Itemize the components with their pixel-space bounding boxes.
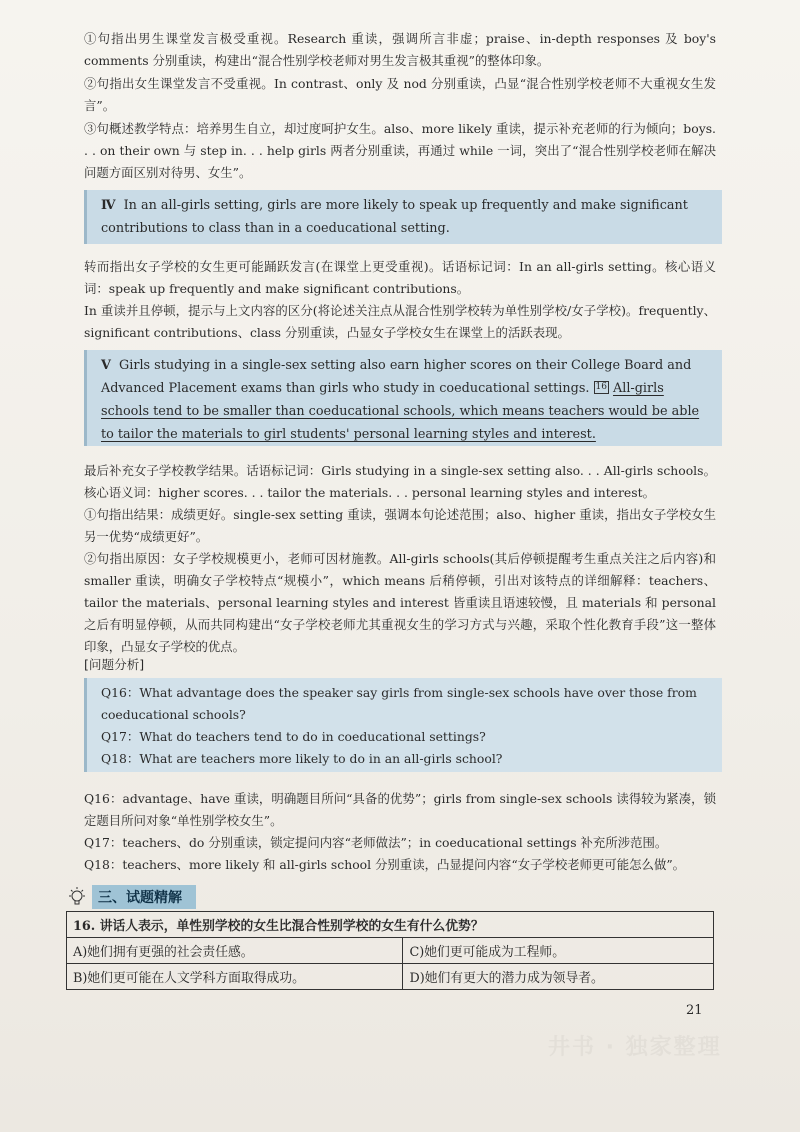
roman-numeral-v: Ⅴ [101, 358, 111, 373]
question-q17: Q17：What do teachers tend to do in coeducational settings? [101, 729, 486, 744]
paragraph-box-iv-stress: In 重读并且停顿，提示与上文内容的区分(将论述关注点从混合性别学校转为单性别学校/女子学校)。frequently、significant contributions、class 分别重读，凸显女子学校女生在课堂上的活跃表现。 [84, 303, 716, 340]
question-16-stem: 16. 讲话人表示，单性别学校的女生比混合性别学校的女生有什么优势？ [67, 912, 714, 938]
section-header [64, 884, 664, 910]
questions-box [84, 678, 722, 772]
question-16-table [66, 911, 714, 990]
watermark: 井书 · 独家整理 [548, 1035, 722, 1060]
answer-analysis-q16: Q16：advantage、have 重读，明确题目所问“具备的优势”；girls from single-sex schools 读得较为紧凑，锁定题目所问对象“单性别学校女生”。 [84, 791, 716, 828]
answer-analysis-q18: Q18：teachers、more likely 和 all-girls school 分别重读，凸显提问内容“女子学校老师更可能怎么做”。 [84, 857, 686, 872]
option-d: D)她们有更大的潜力成为领导者。 [403, 964, 714, 990]
section-title: 三、试题精解 [92, 885, 196, 909]
option-b: B)她们更可能在人文学科方面取得成功。 [67, 964, 403, 990]
transcript-box-v [84, 350, 722, 446]
question-q18: Q18：What are teachers more likely to do in an all-girls school? [101, 751, 503, 766]
paragraph-box-iv-summary: 转而指出女子学校的女生更可能踊跃发言(在课堂上更受重视)。话语标记词：In an all-girls setting。核心语义词：speak up frequently and make significant contributions。 [84, 259, 716, 296]
option-a: A)她们拥有更强的社会责任感。 [67, 938, 403, 964]
question-marker-16: 16 [595, 382, 607, 392]
paragraph-result-analysis: ①句指出结果：成绩更好。single-sex setting 重读，强调本句论述范围；also、higher 重读，指出女子学校女生另一优势“成绩更好”。 [84, 507, 716, 544]
question-q16: Q16：What advantage does the speaker say girls from single-sex schools have over those from coeducational schools? [101, 685, 697, 722]
roman-numeral-iv: Ⅳ [101, 198, 116, 213]
analysis-heading: [问题分析] [84, 657, 145, 672]
option-c: C)她们更可能成为工程师。 [403, 938, 714, 964]
paragraph-sentence2-analysis: ②句指出女生课堂发言不受重视。In contrast、only 及 nod 分别重读，凸显“混合性别学校老师不大重视女生发言”。 [84, 76, 716, 113]
paragraph-sentence1-analysis: ①句指出男生课堂发言极受重视。Research 重读，强调所言非虚；praise、in-depth responses 及 boy's comments 分别重读，构建出“混合性别学校老师对男生发言极其重视”的整体印象。 [84, 31, 716, 68]
lightbulb-icon [64, 884, 90, 910]
paragraph-box-v-summary: 最后补充女子学校教学结果。话语标记词：Girls studying in a single-sex setting also. . . All-girls schools。核心语义词：higher scores. . . tailor the materials. . . personal learning styles and interest。 [84, 463, 716, 500]
transcript-box-iv [84, 190, 722, 244]
page-number: 21 [686, 1003, 703, 1018]
paragraph-reason-analysis: ②句指出原因：女子学校规模更小，老师可因材施教。All-girls schools(其后停顿提醒考生重点关注之后内容)和 smaller 重读，明确女子学校特点“规模小”，which means 后稍停顿，引出对该特点的详细解释：teachers、tailor the materials、personal learning styles and interest 皆重读且语速较慢，且 materials 和 personal 之后有明显停顿，从而共同构建出“女子学校老师尤其重视女生的学习方式与兴趣，采取个性化教育手段”这一整体印象，凸显女子学校的优点。 [84, 551, 716, 654]
underlined-answer-text: All-girls schools tend to be smaller than coeducational schools, which means teachers would be able to tailor the materials to girl students' personal learning styles and interest. [101, 381, 700, 442]
transcript-text-v: Girls studying in a single-sex setting also earn higher scores on their College Board and Advanced Placement exams than girls who study in coeducational settings. [101, 358, 692, 396]
paragraph-sentence3-analysis: ③句概述教学特点：培养男生自立，却过度呵护女生。also、more likely 重读，提示补充老师的行为倾向；boys. . . on their own 与 step in. . . help girls 两者分别重读，再通过 while 一词，突出了“混合性别学校老师在解决问题方面区别对待男、女生”。 [84, 121, 716, 180]
answer-analysis-q17: Q17：teachers、do 分别重读，锁定提问内容“老师做法”；in coeducational settings 补充所涉范围。 [84, 835, 668, 850]
transcript-text-iv: In an all-girls setting, girls are more likely to speak up frequently and make significant contributions to class than in a coeducational setting. [101, 198, 688, 236]
